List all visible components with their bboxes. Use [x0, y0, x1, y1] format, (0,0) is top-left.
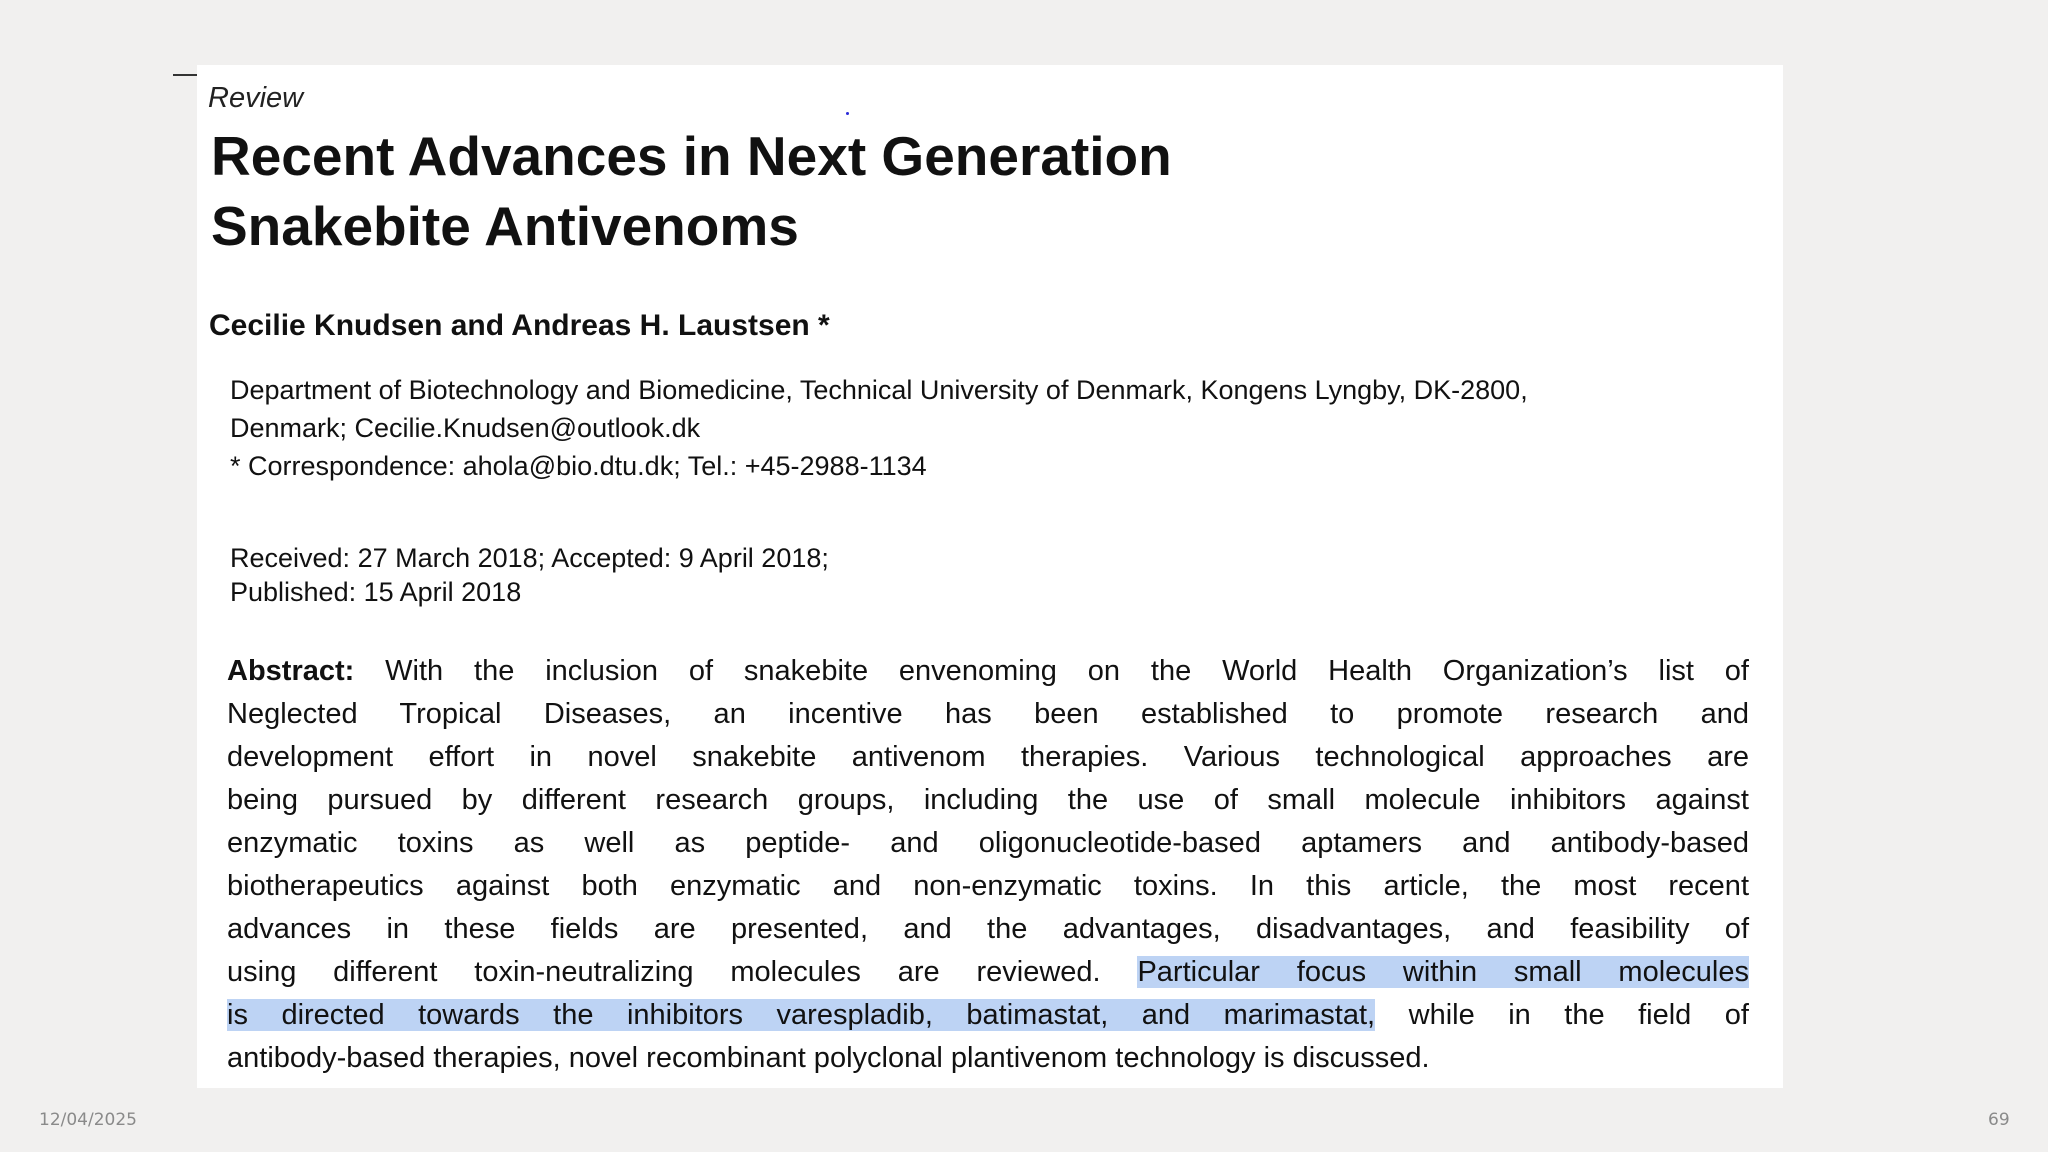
article-type-label: Review — [208, 82, 304, 114]
highlighted-text: is directed towards the inhibitors varespladib, batimastat, and marimastat, — [227, 999, 1376, 1031]
paper-title-line-1: Recent Advances in Next Generation — [211, 125, 1172, 187]
abstract-line: Abstract: With the inclusion of snakebite envenoming on the World Health Organization’s list of — [227, 655, 1749, 687]
abstract-label: Abstract: — [227, 655, 355, 687]
published-date: Published: 15 April 2018 — [230, 577, 522, 607]
abstract — [227, 650, 1749, 1080]
paper-title — [211, 121, 1511, 261]
abstract-line: advances in these fields are presented, and the advantages, disadvantages, and feasibility of — [227, 913, 1749, 945]
highlighted-text: Particular focus within small molecules — [1137, 956, 1749, 988]
affiliation-block — [230, 371, 1528, 485]
affiliation-line-1: Department of Biotechnology and Biomedicine, Technical University of Denmark, Kongens Lyngby, DK-2800, — [230, 375, 1528, 405]
paper-title-line-2: Snakebite Antivenoms — [211, 195, 799, 257]
slide-date: 12/04/2025 — [39, 1110, 137, 1130]
abstract-line: using different toxin-neutralizing molecules are reviewed. Particular focus within small molecules — [227, 956, 1749, 988]
abstract-line: Neglected Tropical Diseases, an incentive has been established to promote research and — [227, 698, 1749, 730]
dates-block — [230, 541, 829, 609]
paper-excerpt-image — [197, 65, 1783, 1088]
abstract-line: is directed towards the inhibitors varespladib, batimastat, and marimastat, while in the field of — [227, 999, 1749, 1031]
correspondence-line: * Correspondence: ahola@bio.dtu.dk; Tel.: +45-2988-1134 — [230, 451, 927, 481]
slide-dash — [173, 74, 197, 76]
paper-authors: Cecilie Knudsen and Andreas H. Laustsen * — [209, 309, 830, 342]
received-accepted-dates: Received: 27 March 2018; Accepted: 9 April 2018; — [230, 543, 829, 573]
stray-dot — [846, 112, 849, 115]
abstract-line: being pursued by different research groups, including the use of small molecule inhibitors against — [227, 784, 1749, 816]
abstract-line: development effort in novel snakebite antivenom therapies. Various technological approaches are — [227, 741, 1749, 773]
abstract-line: biotherapeutics against both enzymatic and non-enzymatic toxins. In this article, the most recent — [227, 870, 1749, 902]
abstract-line: enzymatic toxins as well as peptide- and oligonucleotide-based aptamers and antibody-based — [227, 827, 1749, 859]
abstract-line: antibody-based therapies, novel recombinant polyclonal plantivenom technology is discussed. — [227, 1042, 1430, 1074]
affiliation-line-2: Denmark; Cecilie.Knudsen@outlook.dk — [230, 413, 701, 443]
slide-page-number: 69 — [1988, 1110, 2010, 1130]
